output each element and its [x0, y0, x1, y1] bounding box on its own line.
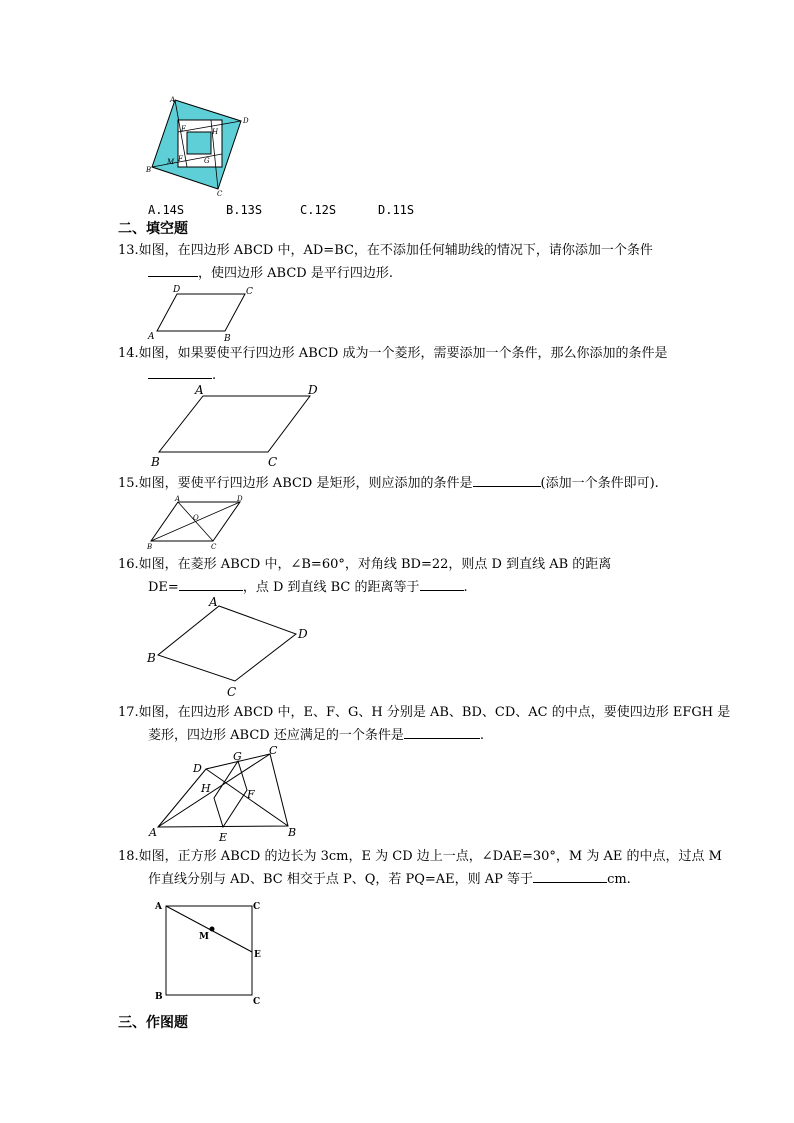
- q12-option-b: B.13S: [226, 203, 263, 217]
- q17-label-h: H: [201, 782, 211, 795]
- q16-label-d: D: [298, 627, 308, 641]
- q15-text-after: (添加一个条件即可).: [540, 476, 659, 491]
- q17-text-before: 菱形，四边形 ABCD 还应满足的一个条件是: [148, 728, 404, 743]
- section3-title: 三、作图题: [118, 1015, 188, 1031]
- q18-figure: [150, 896, 275, 1008]
- q17-figure: [145, 744, 305, 844]
- q18-text-before: 作直线分别与 AD、BC 相交于点 P、Q，若 PQ=AE，则 AP 等于: [148, 872, 534, 887]
- q18-label-c-top: C: [253, 902, 261, 912]
- q13-label-a: A: [148, 332, 155, 342]
- q12-label-e: E: [181, 125, 187, 133]
- q13-label-d: D: [173, 285, 181, 295]
- q12-label-g: G: [204, 157, 210, 165]
- q17-label-g: G: [233, 750, 242, 763]
- q18-line1: 18.如图，正方形 ABCD 的边长为 3cm，E 为 CD 边上一点，∠DAE=30°，M 为 AE 的中点，过点 M: [118, 849, 722, 864]
- q16-label-b: B: [147, 651, 156, 665]
- q15-label-c: C: [211, 543, 217, 551]
- q12-label-f: F: [178, 155, 183, 163]
- q17-label-a: A: [149, 826, 157, 839]
- q12-option-a: A.14S: [148, 203, 185, 217]
- q18-text-after: cm.: [607, 872, 631, 887]
- q12-label-c: C: [217, 190, 223, 198]
- q17-label-b: B: [288, 826, 297, 839]
- q14-label-a: A: [195, 383, 204, 397]
- q17-line1: 17.如图，在四边形 ABCD 中，E、F、G、H 分别是 AB、BD、CD、AC 的中点，要使四边形 EFGH 是: [118, 705, 731, 720]
- q13-line1: 13.如图，在四边形 ABCD 中，AD=BC，在不添加任何辅助线的情况下，请你添加一个条件: [118, 243, 653, 258]
- q15-text-before: 15.如图，要使平行四边形 ABCD 是矩形，则应添加的条件是: [118, 476, 473, 491]
- q12-label-a: A: [170, 96, 176, 104]
- q17-line2: [148, 726, 484, 745]
- q15-label-d: D: [237, 495, 243, 503]
- q18-label-c-bottom: C: [253, 997, 261, 1007]
- q14-line1: 14.如图，如果要使平行四边形 ABCD 成为一个菱形，需要添加一个条件，那么你添加的条件是: [118, 346, 668, 361]
- q16-answer-blank-2[interactable]: [420, 578, 464, 591]
- q18-answer-blank[interactable]: [533, 870, 607, 883]
- q18-label-e: E: [254, 950, 261, 960]
- q13-label-b: B: [224, 334, 231, 342]
- q18-label-b: B: [155, 992, 163, 1002]
- q14-line2-text: .: [212, 368, 217, 383]
- q14-label-d: D: [308, 383, 318, 397]
- q17-text-after: .: [479, 728, 484, 743]
- q13-line2-text: ，使四边形 ABCD 是平行四边形.: [198, 266, 393, 281]
- q12-option-d: D.11S: [378, 203, 415, 217]
- q14-answer-blank[interactable]: [148, 366, 212, 379]
- q12-figure: [140, 92, 260, 198]
- q17-label-e: E: [219, 831, 228, 844]
- q15-answer-blank[interactable]: [473, 474, 541, 487]
- q17-label-c: C: [269, 744, 278, 757]
- q16-answer-blank-1[interactable]: [179, 578, 243, 591]
- q16-mid: ，点 D 到直线 BC 的距离等于: [242, 580, 420, 595]
- q16-label-c: C: [227, 685, 237, 699]
- q15-line1: [118, 474, 659, 493]
- q13-label-c: C: [246, 287, 253, 297]
- q12-center-square: [187, 132, 211, 154]
- q12-label-b: B: [146, 166, 152, 174]
- q16-label-a: A: [209, 595, 218, 609]
- q12-label-m: M: [167, 158, 175, 166]
- q16-line1: 16.如图，在菱形 ABCD 中，∠B=60°，对角线 BD=22，则点 D 到直线 AB 的距离: [118, 557, 612, 572]
- q18-point-m: [210, 927, 215, 932]
- q15-label-a: A: [175, 495, 181, 503]
- q16-prefix: DE=: [148, 580, 179, 595]
- q15-figure: [143, 494, 253, 552]
- q13-figure: [145, 284, 260, 342]
- q14-figure: [145, 380, 325, 470]
- q18-label-m: M: [199, 932, 209, 942]
- q13-line2: [148, 264, 393, 283]
- q17-answer-blank[interactable]: [404, 726, 480, 739]
- q16-figure: [143, 594, 313, 699]
- q13-answer-blank[interactable]: [148, 264, 198, 277]
- q12-label-d: D: [243, 117, 249, 125]
- q17-label-d: D: [193, 762, 202, 775]
- q15-label-b: B: [147, 543, 153, 551]
- q17-label-f: F: [247, 788, 255, 801]
- q18-line2: [148, 870, 631, 889]
- q14-label-c: C: [268, 455, 278, 469]
- q18-label-a: A: [155, 902, 162, 912]
- q16-end: .: [463, 580, 468, 595]
- q15-label-o: O: [193, 514, 199, 522]
- q12-label-h: H: [212, 128, 219, 136]
- q14-label-b: B: [151, 455, 160, 469]
- q12-option-c: C.12S: [300, 203, 337, 217]
- section2-title: 二、填空题: [118, 221, 188, 237]
